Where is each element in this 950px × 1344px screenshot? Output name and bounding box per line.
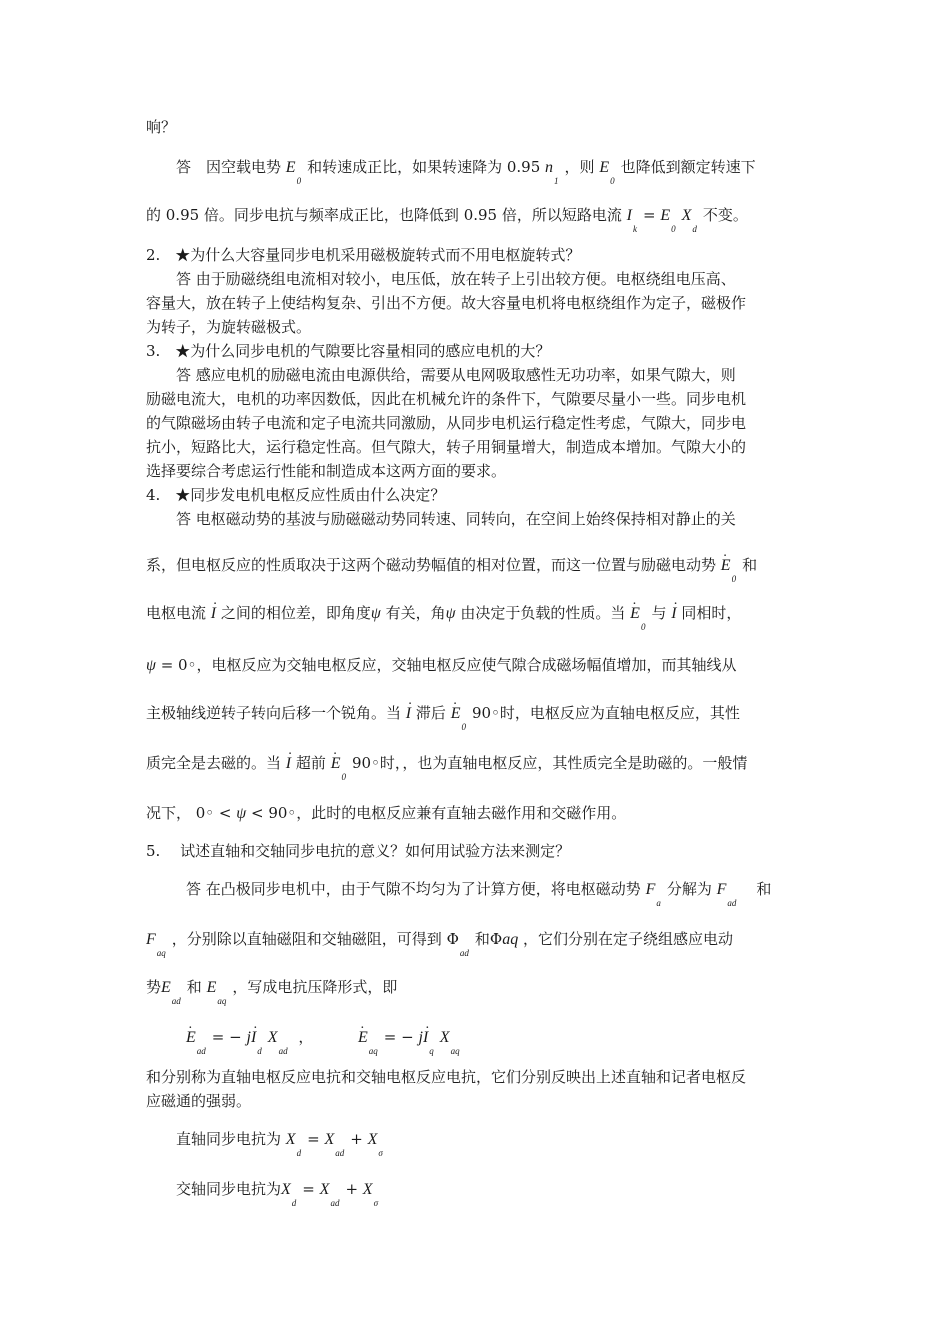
text-line: 和分别称为直轴电枢反应电抗和交轴电枢反应电抗，它们分别反映出上述直轴和记者电枢反: [146, 1068, 747, 1086]
text-line: 的 0.95 倍。同步电抗与频率成正比，也降低到 0.95 倍，所以短路电流 $I_k= E_0X_d$不变。: [146, 206, 748, 234]
text-line: 答 电枢磁动势的基波与励磁磁动势同转速、同转向，在空间上始终保持相对静止的关: [176, 510, 736, 528]
text-line: 3. ★为什么同步电机的气隙要比容量相同的感应电机的大？: [146, 342, 551, 360]
text-line: 质完全是去磁的。当 · I 超前 · $E_090◦$时，，也为直轴电枢反应，其性质完全是助磁的。一般情: [146, 754, 747, 786]
text-line: 5. 试述直轴和交轴同步电抗的意义？如何用试验方法来测定？: [146, 842, 571, 860]
equation-eaq: · $E_{aq}= - j\cdot I_qX_{aq}$: [358, 1028, 466, 1060]
text-line: 响？: [146, 118, 177, 136]
text-line: 主极轴线逆转子转向后移一个锐角。当 · I 滞后 · $E_090◦$时，电枢反应为直轴电枢反应，其性: [146, 704, 740, 736]
text-line: 容量大，放在转子上使结构复杂、引出不方便。故大容量电机将电枢绕组作为定子，磁极作: [146, 294, 747, 312]
text-line: 答 由于励磁绕组电流相对较小，电压低，放在转子上引出较方便。电枢绕组电压高、: [176, 270, 736, 288]
text-line: 抗小，短路比大，运行稳定性高。但气隙大，转子用铜量增大，制造成本增加。气隙大小的: [146, 438, 747, 456]
text-line: 的气隙磁场由转子电流和定子电流共同激励，从同步电机运行稳定性考虑，气隙大，同步电: [146, 414, 747, 432]
text-line: 系，但电枢反应的性质取决于这两个磁动势幅值的相对位置，而这一位置与励磁电动势 · $E_0$和: [146, 556, 757, 588]
text-line: ψ = 0◦，电枢反应为交轴电枢反应，交轴电枢反应使气隙合成磁场幅值增加，而其轴线从: [146, 656, 737, 674]
text-line: 况下， 0◦ < ψ < 90◦，此时的电枢反应兼有直轴去磁作用和交磁作用。: [146, 804, 627, 822]
text-line: 为转子，为旋转磁极式。: [146, 318, 312, 336]
text-line: 4. ★同步发电机电枢反应性质由什么决定？: [146, 486, 446, 504]
text-line: 势$E_{ad}$和 $E_{aq}$，写成电抗压降形式，即: [146, 978, 398, 1006]
text-line: $F_{aq}$，分别除以直轴磁阻和交轴磁阻，可得到 $\Phi_{ad}$和Φaq ，它们分别在定子绕组感应电动: [146, 930, 734, 958]
text-line: 选择要综合考虑运行性能和制造成本这两方面的要求。: [146, 462, 507, 480]
text-line: 励磁电流大，电机的功率因数低，因此在机械允许的条件下，气隙要尽量小一些。同步电机: [146, 390, 747, 408]
text-line: 2. ★为什么大容量同步电机采用磁极旋转式而不用电枢旋转式？: [146, 246, 581, 264]
text-line: 答 感应电机的励磁电流由电源供给，需要从电网吸取感性无功功率，如果气隙大，则: [176, 366, 736, 384]
text-line: 电枢电流 · I 之间的相位差，即角度ψ 有关，角ψ 由决定于负载的性质。当 · $E_0$与 · I 同相时，: [146, 604, 741, 636]
equation-ead: · $E_{ad}= - j\cdot I_dX_{ad}$ ，: [186, 1028, 313, 1060]
text-line: 应磁通的强弱。: [146, 1092, 252, 1110]
text-line: 交轴同步电抗为$X_d= X_{ad}+ X_\sigma$: [176, 1180, 379, 1208]
text-line: 直轴同步电抗为 $X_d= X_{ad}+ X_\sigma$: [176, 1130, 383, 1158]
text-line: 答 因空载电势 $E_0$和转速成正比，如果转速降为 0.95 $n_1$，则 $E_0$也降低到额定转速下: [176, 158, 756, 186]
text-line: 答 在凸极同步电机中，由于气隙不均匀为了计算方便，将电枢磁动势 $F_a$分解为 $F_{ad}$和: [186, 880, 772, 908]
